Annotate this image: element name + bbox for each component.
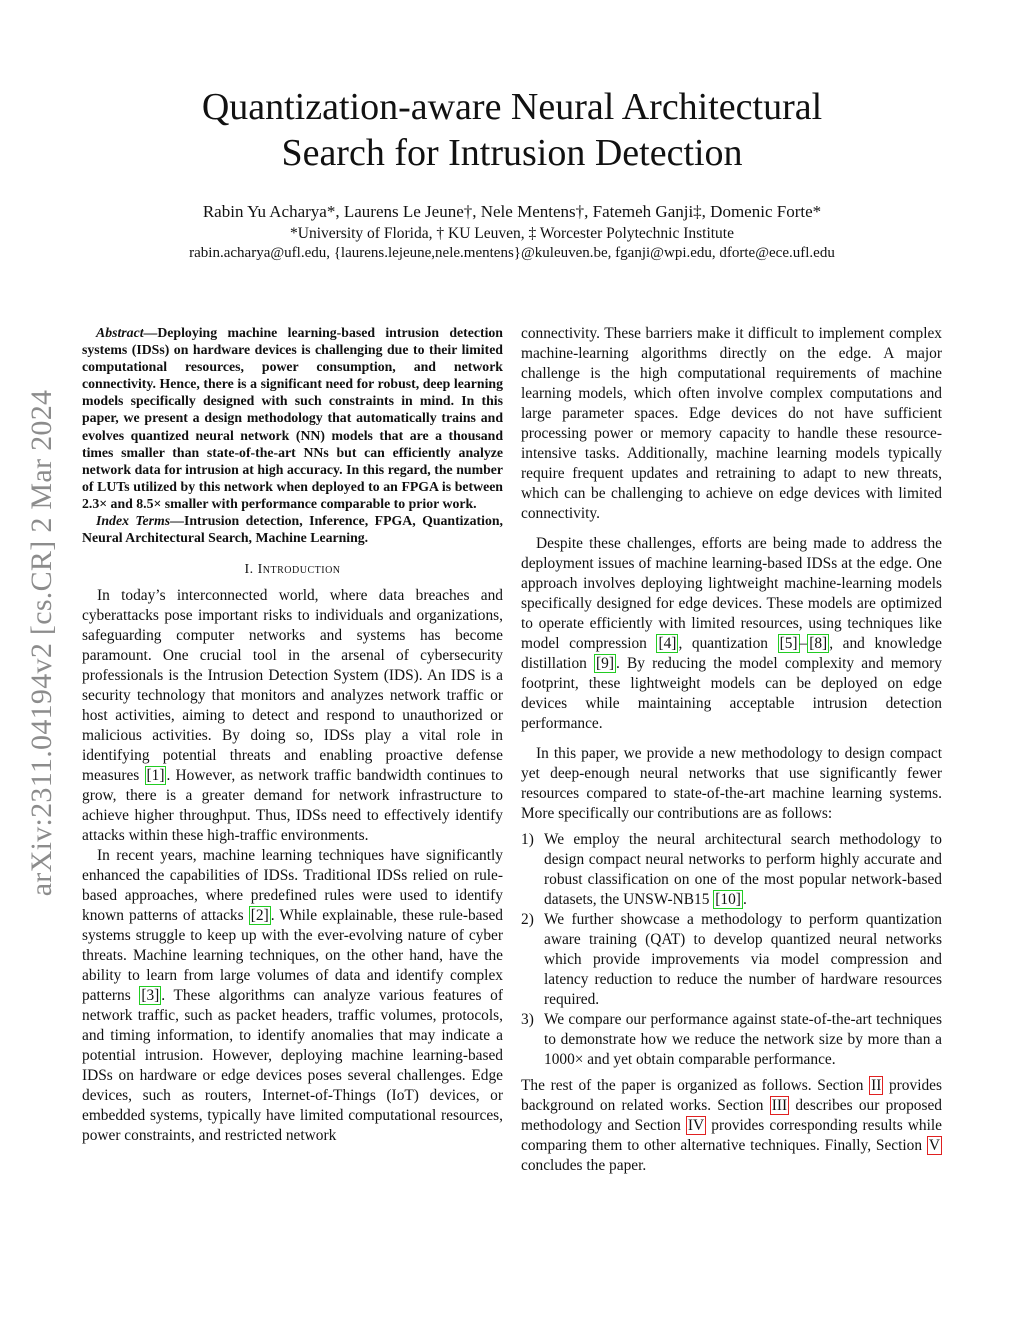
intro-p5-text-a: The rest of the paper is organized as follows. Section [521, 1077, 870, 1094]
contribution-text-end: . [742, 891, 747, 908]
arxiv-id-text: arXiv:2311.04194v2 [cs.CR] 2 Mar 2024 [25, 389, 58, 896]
intro-p3-dash: – [799, 635, 808, 652]
contribution-number: 2) [521, 911, 534, 928]
contribution-item [521, 1010, 942, 1070]
paragraph-gap [521, 734, 942, 744]
intro-paragraph-1 [82, 586, 503, 846]
right-column [521, 324, 942, 1176]
intro-p3-text-a: Despite these challenges, efforts are being made to address the deployment issues of machine learning-based IDSs at the edge. One approach involves deploying lightweight machine-learning models specifically designed for edge devices. These models are optimized to operate efficiently with limited resources, using techniques like model compression [521, 535, 942, 652]
left-column [82, 324, 503, 1146]
citation-link[interactable]: [4] [658, 635, 677, 652]
intro-p2-text-c: . These algorithms can analyze various features of network traffic, such as packet headers, traffic volumes, protocols, and timing information, to identify anomalies that may indicate a potential intrusion. However, deploying machine learning-based IDSs on hardware or edge devices poses several challenges. Edge devices, such as routers, Internet-of-Things (IoT) devices, or embedded systems, typically have limited computational resources, power constraints, and restricted network [82, 987, 503, 1145]
intro-p3-text-b: , quantization [678, 635, 778, 652]
section-link[interactable]: IV [687, 1117, 705, 1134]
index-terms-text: —Intrusion detection, Inference, FPGA, Quantization, Neural Architectural Search, Machine Learning. [82, 513, 503, 546]
intro-p2-text-b: . While explainable, these rule-based systems struggle to keep up with the ever-evolving nature of cyber threats. Machine learning techniques, on the other hand, have the ability to learn from large volumes of data and identify complex patterns [82, 907, 503, 1005]
abstract-lead: Abstract [96, 325, 144, 340]
section-link[interactable]: V [928, 1137, 940, 1154]
intro-paragraph-3 [521, 534, 942, 734]
contribution-text: We employ the neural architectural search methodology to design compact neural networks to perform highly accurate and robust classification on one of the most popular network-based datasets, the UNSW-NB15 [544, 831, 942, 908]
citation-link[interactable]: [5] [779, 635, 798, 652]
intro-p2-text-a: In recent years, machine learning techniques have significantly enhanced the capabilities of IDSs. Traditional IDSs relied on rule-based approaches, where predefined rules were used to identify known patterns of attacks [82, 847, 503, 925]
citation-link[interactable]: [10] [715, 891, 741, 908]
abstract [82, 324, 503, 512]
citation-link[interactable]: [9] [596, 655, 614, 672]
contribution-item [521, 910, 942, 1010]
intro-p5-text-c: describes our proposed methodology and Section [521, 1097, 942, 1134]
intro-p1-text-a: In today’s interconnected world, where data breaches and cyberattacks pose important risks to individuals and organizations, safeguarding computer networks and systems has become paramount. One crucial tool in the arsenal of cybersecurity professionals is the Intrusion Detection System (IDS). An IDS is a security technology that monitors and analyzes network traffic or host activities, aiming to detect and respond to unauthorized or malicious activities. By doing so, IDSs play a vital role in identifying potential threats and enabling proactive defense measures [82, 587, 503, 785]
citation-link[interactable]: [2] [250, 907, 269, 925]
citation-link[interactable]: [1] [146, 767, 165, 785]
intro-paragraph-5 [521, 1076, 942, 1176]
author-list: Rabin Yu Acharya*, Laurens Le Jeune†, Nele Mentens†, Fatemeh Ganji‡, Domenic Forte* [202, 202, 822, 221]
section-heading-introduction: I. Introduction [244, 562, 341, 578]
section-link[interactable]: III [771, 1097, 788, 1114]
intro-p5-text-e: concludes the paper. [521, 1157, 647, 1174]
contribution-number: 3) [521, 1011, 534, 1028]
intro-paragraph-4: In this paper, we provide a new methodology to design compact yet deep-enough neural networks that use significantly fewer resources compared to state-of-the-art machine learning systems. More specifically our contributions are as follows: [521, 745, 942, 822]
paragraph-gap [521, 524, 942, 534]
intro-p1-text-b: . However, as network traffic bandwidth continues to grow, there is a greater demand for network infrastructure to achieve higher throughput. Thus, IDSs need to effectively identify attacks within these high-traffic environments. [82, 767, 503, 845]
contribution-item [521, 830, 942, 910]
intro-paragraph-2 [82, 846, 503, 1146]
contribution-text: We compare our performance against state-of-the-art techniques to demonstrate how we reduce the network size by more than a 1000× and yet obtain comparable performance. [544, 1011, 942, 1068]
citation-link[interactable]: [3] [141, 987, 160, 1005]
abstract-text: —Deploying machine learning-based intrusion detection systems (IDSs) on hardware devices is challenging due to their limited computational resources, power consumption, and network connectivity. Hence, there is a significant need for robust, deep learning models specifically designed with such constraints in mind. In this paper, we present a design methodology that automatically trains and evolves quantized neural network (NN) models that are a thousand times smaller than state-of-the-art NNs but can efficiently analyze network data for intrusion at high accuracy. In this regard, the number of LUTs utilized by this network when deployed to an FPGA is between 2.3× and 8.5× smaller with performance comparable to prior work. [82, 325, 503, 511]
intro-paragraph-2-continued: connectivity. These barriers make it difficult to implement complex machine-learning algorithms directly on the edge. A major challenge is the high computational requirements of machine learning models, which often involve complex computations and large parameter spaces. Edge devices do not have sufficient processing power or memory capacity to handle these resource-intensive tasks. Additionally, machine learning models typically require frequent updates and retraining to adapt to new threats, which can be challenging to achieve on edge devices with limited connectivity. [521, 325, 942, 522]
contribution-text: We further showcase a methodology to perform quantization aware training (QAT) to develop quantized neural networks which provide improvements via model compression and latency reduction to reduce the number of hardware resources required. [544, 911, 942, 1008]
citation-link[interactable]: [8] [809, 635, 828, 652]
paper-title-line-1: Quantization-aware Neural Architectural [201, 86, 823, 128]
contribution-number: 1) [521, 831, 534, 848]
index-terms-lead: Index Terms [96, 513, 171, 529]
intro-p5-text-b: provides background on related works. Section [521, 1077, 942, 1114]
contributions-list [521, 830, 942, 1070]
author-emails: rabin.acharya@ufl.edu, {laurens.lejeune,nele.mentens}@kuleuven.be, fganji@wpi.edu, dforte@ece.ufl.edu [189, 245, 835, 261]
index-terms [82, 512, 503, 546]
arxiv-identifier-stamp [22, 355, 62, 930]
paper-title-line-2: Search for Intrusion Detection [281, 132, 743, 174]
affiliations: *University of Florida, † KU Leuven, ‡ Worcester Polytechnic Institute [290, 225, 734, 242]
intro-p5-text-d: provides corresponding results while comparing them to other alternative techniques. Finally, Section [521, 1117, 942, 1154]
intro-p3-text-c: , and knowledge distillation [521, 635, 942, 672]
intro-p3-text-d: . By reducing the model complexity and memory footprint, these lightweight models can be deployed on edge devices while maintaining acceptable intrusion detection performance. [521, 655, 942, 732]
section-link[interactable]: II [871, 1077, 882, 1094]
